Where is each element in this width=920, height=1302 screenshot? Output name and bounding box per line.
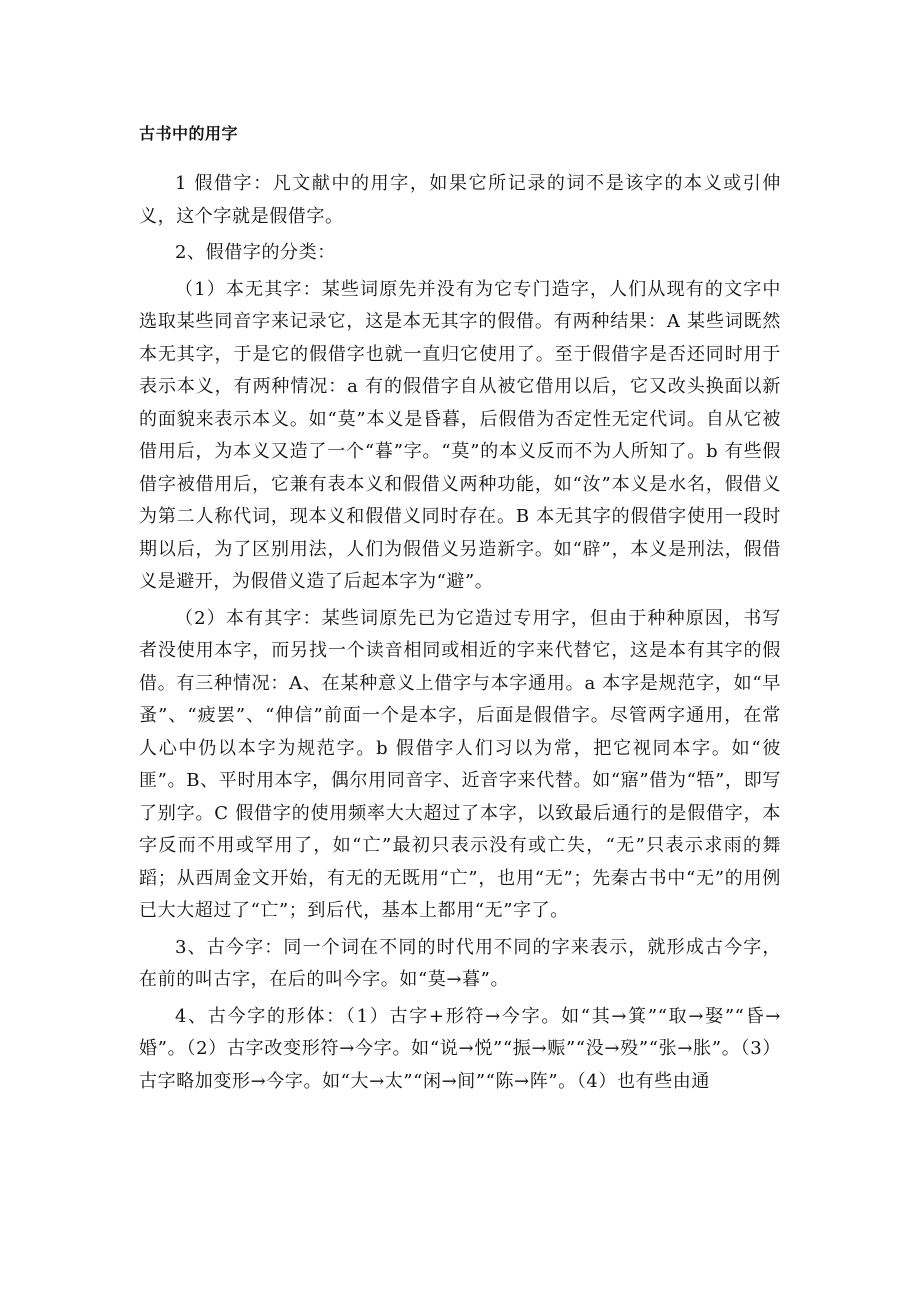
paragraph-classification-heading: 2、假借字的分类： <box>175 242 336 263</box>
paragraph-gujinzi: 3、古今字：同一个词在不同的时代用不同的字来表示，就形成古今字，在前的叫古字，在后的叫今字。如“莫→暮”。 <box>139 936 781 990</box>
paragraph-benwuqizi: （1）本无其字：某些词原先并没有为它专门造字，人们从现有的文字中选取某些同音字来记录它，这是本无其字的假借。有两种结果：A 某些词既然本无其字，于是它的假借字也就一直归它使用了。至于假借字是否还同时用于表示本义，有两种情况：a 有的假借字自从被它借用以后，它又改头换面以新的面貌来表示本义。如“莫”本义是昏暮，后假借为否定性无定代词。自从它被借用后，为本义又造了一个“暮”字。“莫”的本义反而不为人所知了。b 有些假借字被借用后，它兼有表本义和假借义两种功能，如“汝”本义是水名，假借义为第二人称代词，现本义和假借义同时存在。B 本无其字的假借字使用一段时期以后，为了区别用法，人们为假借义另造新字。如“辟”，本义是刑法，假借义是避开，为假借义造了后起本字为“避”。 <box>139 278 781 592</box>
paragraph-gujinzi-forms: 4、古今字的形体：（1）古字+形符→今字。如“其→箕”“取→娶”“昏→婚”。（2）古字改变形符→今字。如“说→悦”“振→赈”“没→殁”“张→胀”。（3）古字略加变形→今字。如“大→太”“闲→间”“陈→阵”。（4）也有些由通 <box>139 1005 781 1092</box>
document-page <box>139 124 781 1102</box>
document-title: 古书中的用字 <box>139 124 239 143</box>
paragraph-benyouqizi: （2）本有其字：某些词原先已为它造过专用字，但由于种种原因，书写者没使用本字，而另找一个读音相同或相近的字来代替它，这是本有其字的假借。有三种情况：A、在某种意义上借字与本字通用。a 本字是规范字，如“早蚤”、“疲罢”、“伸信”前面一个是本字，后面是假借字。尽管两字通用，在常人心中仍以本字为规范字。b 假借字人们习以为常，把它视同本字。如“彼匪”。B、平时用本字，偶尔用同音字、近音字来代替。如“寤”借为“牾”，即写了别字。C 假借字的使用频率大大超过了本字，以致最后通行的是假借字，本字反而不用或罕用了，如“亡”最初只表示没有或亡失，“无”只表示求雨的舞蹈；从西周金文开始，有无的无既用“亡”，也用“无”；先秦古书中“无”的用例已大大超过了“亡”；到后代，基本上都用“无”字了。 <box>139 607 781 921</box>
paragraph-definition: 1 假借字：凡文献中的用字，如果它所记录的词不是该字的本义或引伸义，这个字就是假借字。 <box>139 173 781 227</box>
